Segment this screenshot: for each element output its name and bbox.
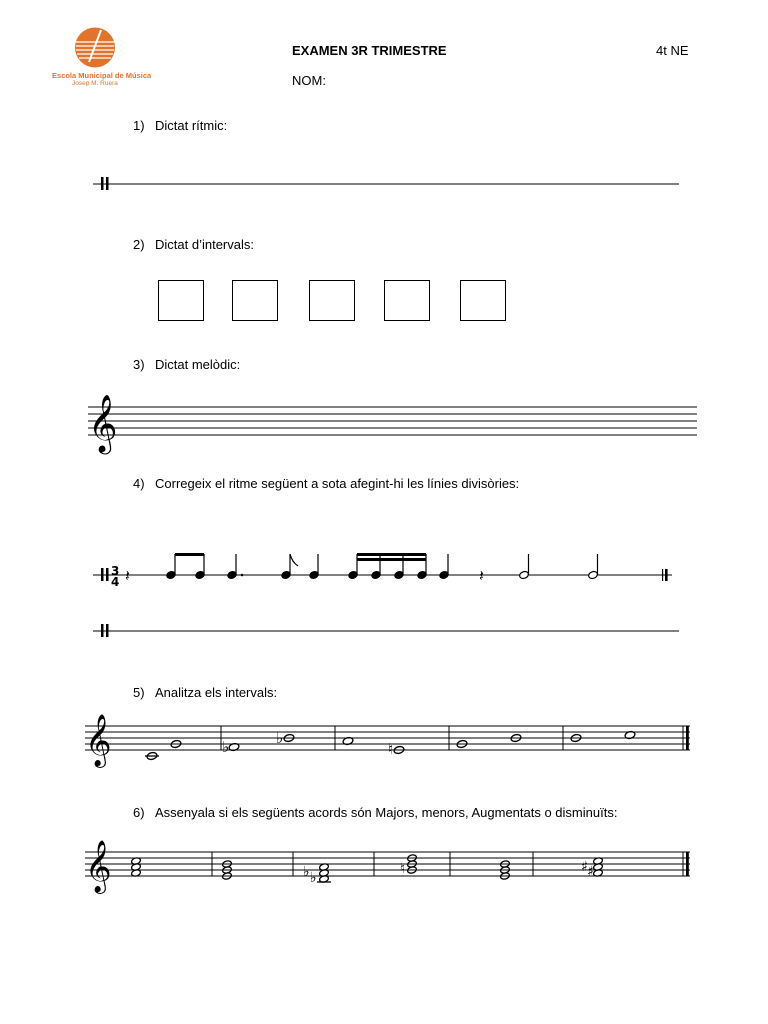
flat-icon: ♭ [310, 870, 317, 886]
natural-icon: ♮ [388, 740, 394, 758]
logo-school-person: Josep M. Ruera [72, 80, 118, 87]
rhythm-to-correct [0, 540, 768, 600]
flat-icon: ♭ [222, 738, 230, 756]
flat-icon: ♭ [276, 729, 284, 747]
chords-staff [0, 835, 768, 895]
name-label: NOM: [292, 73, 326, 88]
question-text: Corregeix el ritme següent a sota afegint-hi les línies divisòries: [155, 476, 520, 491]
exam-title: EXAMEN 3R TRIMESTRE [292, 43, 447, 58]
exam-level: 4t NE [656, 43, 689, 58]
natural-icon: ♮ [400, 861, 406, 877]
question-number: 3) [133, 357, 145, 372]
melodic-dictation-staff [0, 390, 768, 460]
treble-clef-icon: 𝄞 [88, 394, 118, 452]
question-number: 2) [133, 237, 145, 252]
question-6 [133, 805, 617, 820]
interval-answer-box[interactable] [158, 280, 204, 321]
question-5 [133, 685, 277, 700]
question-text: Dictat melòdic: [155, 357, 241, 372]
logo-school-name: Escola Municipal de Música [52, 71, 152, 80]
interval-answer-box[interactable] [460, 280, 506, 321]
rhythm-staff-answer-4 [0, 617, 768, 647]
rhythm-staff-answer-1 [0, 170, 768, 200]
sharp-icon: ♯ [587, 864, 594, 880]
question-2 [133, 237, 254, 252]
question-number: 4) [133, 476, 145, 491]
question-4 [133, 476, 519, 491]
sharp-icon: ♯ [581, 859, 588, 875]
quarter-rest-icon: 𝄽 [125, 566, 130, 585]
quarter-rest-icon: 𝄽 [479, 566, 484, 585]
question-3 [133, 357, 240, 372]
question-text: Dictat rítmic: [155, 118, 228, 133]
interval-answer-box[interactable] [232, 280, 278, 321]
question-number: 5) [133, 685, 145, 700]
question-text: Dictat d’intervals: [155, 237, 254, 252]
intervals-staff [0, 710, 768, 770]
question-number: 6) [133, 805, 145, 820]
flat-icon: ♭ [303, 864, 310, 880]
interval-answer-box[interactable] [384, 280, 430, 321]
treble-clef-icon: 𝄞 [85, 839, 112, 892]
question-number: 1) [133, 118, 145, 133]
time-signature-bottom: 4 [111, 575, 120, 589]
question-text: Analitza els intervals: [155, 685, 278, 700]
treble-clef-icon: 𝄞 [85, 713, 112, 766]
note-head [588, 570, 599, 579]
question-text: Assenyala si els següents acords són Majors, menors, Augmentats o disminuïts: [155, 805, 618, 820]
note-head [519, 570, 530, 579]
time-signature-top: 3 [111, 564, 120, 578]
interval-answer-box[interactable] [309, 280, 355, 321]
question-1 [133, 118, 227, 133]
